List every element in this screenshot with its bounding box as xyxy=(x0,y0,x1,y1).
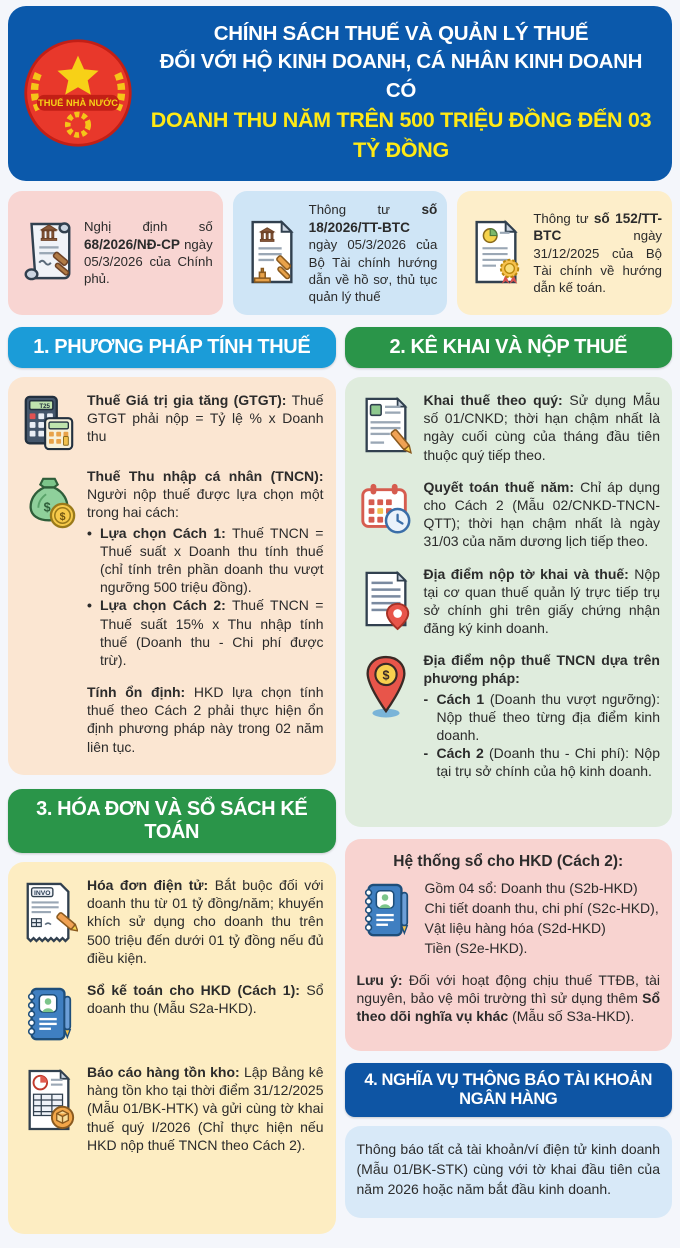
inventory-report-icon xyxy=(20,1063,78,1135)
left-column xyxy=(8,327,336,1234)
tax-authority-logo-icon xyxy=(22,37,134,149)
header-title-line1: CHÍNH SÁCH THUẾ VÀ QUẢN LÝ THUẾ xyxy=(213,22,589,45)
inventory-report-text: Báo cáo hàng tồn kho: Lập Bảng kê hàng tồn kho tại thời điểm 31/12/2025 (Mẫu 01/BK-HTK) và gửi cùng tờ khai thuế quý I/2026 (Chỉ thực hiện nếu HKD nộp thuế TNCN theo Cách 2). xyxy=(87,1063,324,1153)
header-banner xyxy=(8,6,672,181)
quarterly-declaration-item xyxy=(357,391,661,464)
gtgt-text: Thuế Giá trị gia tăng (GTGT): Thuế GTGT phải nộp = Tỷ lệ % x Doanh thu xyxy=(87,392,324,445)
header-title-line2: ĐỐI VỚI HỘ KINH DOANH, CÁ NHÂN KINH DOANH CÓ xyxy=(159,50,643,102)
section4-card xyxy=(345,1126,673,1218)
filing-location-item xyxy=(357,565,661,638)
legal-source-cards xyxy=(8,191,672,315)
section1-card xyxy=(8,377,336,775)
books-line-1: Gồm 04 sổ: Doanh thu (S2b-HKD) xyxy=(424,880,638,896)
dash-marker: - xyxy=(423,745,429,762)
einvoice-item xyxy=(20,876,324,967)
notebook-pen-icon xyxy=(357,879,415,945)
svg-text:$: $ xyxy=(59,510,66,523)
ledger-c1-item xyxy=(20,981,324,1049)
section3-header: 3. HÓA ĐƠN VÀ SỔ SÁCH KẾ TOÁN xyxy=(8,789,336,853)
source-card-decree xyxy=(8,191,223,315)
gtgt-item xyxy=(20,391,324,453)
books-system-title: Hệ thống sổ cho HKD (Cách 2): xyxy=(393,853,624,870)
content-columns xyxy=(8,327,672,1234)
form-pencil-icon xyxy=(357,391,415,457)
calendar-clock-icon xyxy=(357,478,415,540)
filing-location-text: Địa điểm nộp tờ khai và thuế: Nộp tại cơ quan thuế quản lý trực tiếp trụ sở chính ghi trên giấy chứng nhận đăng ký kinh doanh. xyxy=(423,565,660,637)
books-line-3: Vật liệu hàng hóa (S2d-HKD) xyxy=(424,919,606,936)
books-system-card xyxy=(345,839,673,1051)
svg-text:T25: T25 xyxy=(39,402,50,410)
tncn-item xyxy=(20,467,324,669)
quarterly-declaration-text: Khai thuế theo quý: Sử dụng Mẫu số 01/CNKD; thời hạn chậm nhất là ngày cuối cùng của tháng đầu tiên thuộc quý tiếp theo. xyxy=(423,392,660,463)
document-pin-icon xyxy=(357,565,415,631)
annual-settlement-text: Quyết toán thuế năm: Chỉ áp dụng cho Cách 2 (Mẫu 02/CNKD-TNCN-QTT); thời hạn chậm nhất là ngày 31/03 của năm dương lịch tiếp theo. xyxy=(423,478,660,550)
svg-text:INVO: INVO xyxy=(33,889,51,897)
einvoice-text: Hóa đơn điện tử: Bắt buộc đối với doanh thu từ 01 tỷ đồng/năm; khuyến khích sử dụng cho doanh thu trên 500 triệu đến dưới 01 tỷ đồng nếu đủ điều kiện. xyxy=(87,877,324,966)
section4-header: 4. NGHĨA VỤ THÔNG BÁO TÀI KHOẢN NGÂN HÀNG xyxy=(345,1063,673,1117)
source-card-decree-text: Nghị định số 68/2026/NĐ-CP ngày 05/3/2026 của Chính phủ. xyxy=(84,219,213,287)
tncn-location-item xyxy=(357,651,661,780)
tncn-options xyxy=(87,524,324,670)
section2-header: 2. KÊ KHAI VÀ NỘP THUẾ xyxy=(345,327,673,368)
money-bag-icon xyxy=(20,467,78,533)
document-award-icon xyxy=(467,216,525,290)
svg-text:THUẾ NHÀ NƯỚC: THUẾ NHÀ NƯỚC xyxy=(38,97,118,108)
stability-note-text: Tính ổn định: HKD lựa chọn tính thuế theo Cách 2 phải thực hiện ổn định phương pháp này trong 02 năm liên tục. xyxy=(87,684,324,755)
annual-settlement-item xyxy=(357,478,661,551)
source-card-circular-18 xyxy=(233,191,448,315)
books-list xyxy=(425,879,659,959)
tncn-location-option-2: - Cách 2 (Doanh thu - Chi phí): Nộp tại trụ sở chính của hộ kinh doanh. xyxy=(423,745,660,780)
document-gavel-stamp-icon xyxy=(243,216,301,290)
books-system-row xyxy=(357,879,661,959)
ledger-c1-text: Sổ kế toán cho HKD (Cách 1): Sổ doanh thu (Mẫu S2a-HKD). xyxy=(87,981,324,1017)
calculator-icon xyxy=(20,391,78,453)
inventory-report-item xyxy=(20,1063,324,1154)
tncn-location-option-1: - Cách 1 (Doanh thu vượt ngưỡng): Nộp thuế theo từng địa điểm kinh doanh. xyxy=(423,690,660,743)
bullet-marker: • xyxy=(87,597,92,614)
scroll-gavel-icon xyxy=(18,216,76,290)
tncn-option-1: • Lựa chọn Cách 1: Thuế TNCN = Thuế suất x Doanh thu tính thuế (chỉ tính trên phần doanh thu vượt ngưỡng 500 triệu đồng). xyxy=(87,524,324,596)
notebook-pen-icon xyxy=(20,981,78,1049)
stability-note xyxy=(20,683,324,756)
source-card-circular-18-text: Thông tư số 18/2026/TT-BTC ngày 05/3/2026 của Bộ Tài chính hướng dẫn về hồ sơ, thủ tục quản lý thuế xyxy=(308,202,438,304)
header-titles xyxy=(148,20,654,165)
section3-card xyxy=(8,862,336,1234)
header-title-line3: DOANH THU NĂM TRÊN 500 TRIỆU ĐỒNG ĐẾN 03 TỶ ĐỒNG xyxy=(150,107,652,162)
spacer xyxy=(20,683,78,686)
source-card-circular-152-text: Thông tư số 152/TT-BTC ngày 31/12/2025 của Bộ Tài chính về hướng dẫn kế toán. xyxy=(533,210,663,296)
section1-header: 1. PHƯƠNG PHÁP TÍNH THUẾ xyxy=(8,327,336,368)
tncn-option-2: • Lựa chọn Cách 2: Thuế TNCN = Thuế suất 15% x Thu nhập tính thuế (Doanh thu - Chi phí được trừ). xyxy=(87,597,324,668)
tncn-text: Thuế Thu nhập cá nhân (TNCN): Người nộp thuế được lựa chọn một trong hai cách: • Lựa chọn Cách 1: Thuế TNCN = Thuế suất x Doanh thu tính thuế (chỉ tính trên phần doanh thu vượt ngưỡng 500 triệu đồng). • Lựa chọn Cách 2: Thuế TNCN = Thuế suất 15% x Thu nhập tính thuế (Doanh thu - Chi phí được trừ). xyxy=(87,468,324,668)
books-line-2: Chi tiết doanh thu, chi phí (S2c-HKD), xyxy=(424,899,659,916)
svg-text:$: $ xyxy=(382,668,389,683)
dollar-pin-icon xyxy=(357,651,415,721)
right-column xyxy=(345,327,673,1218)
section2-card xyxy=(345,377,673,827)
svg-text:$: $ xyxy=(43,500,51,515)
dash-marker: - xyxy=(423,690,429,707)
invoice-pencil-icon xyxy=(20,876,78,946)
books-note: Lưu ý: Đối với hoạt động chịu thuế TTĐB, tài nguyên, bảo vệ môi trường thì sử dụng thêm Sổ theo dõi nghĩa vụ khác (Mẫu số S3a-HKD). xyxy=(356,971,660,1024)
bullet-marker: • xyxy=(87,524,92,541)
section4-body: Thông báo tất cả tài khoản/ví điện tử kinh doanh (Mẫu 01/BK-STK) cùng với tờ khai đầu tiên của năm 2026 hoặc năm bắt đầu kinh doanh. xyxy=(356,1140,660,1197)
source-card-circular-152 xyxy=(457,191,672,315)
tncn-location-options xyxy=(424,690,661,781)
tncn-location-text: Địa điểm nộp thuế TNCN dựa trên phương pháp: - Cách 1 (Doanh thu vượt ngưỡng): Nộp thuế theo từng địa điểm kinh doanh. - Cách 2 (Doanh thu - Chi phí): Nộp tại trụ sở chính của hộ kinh doanh. xyxy=(423,652,660,780)
books-line-4: Tiền (S2e-HKD). xyxy=(424,939,528,956)
